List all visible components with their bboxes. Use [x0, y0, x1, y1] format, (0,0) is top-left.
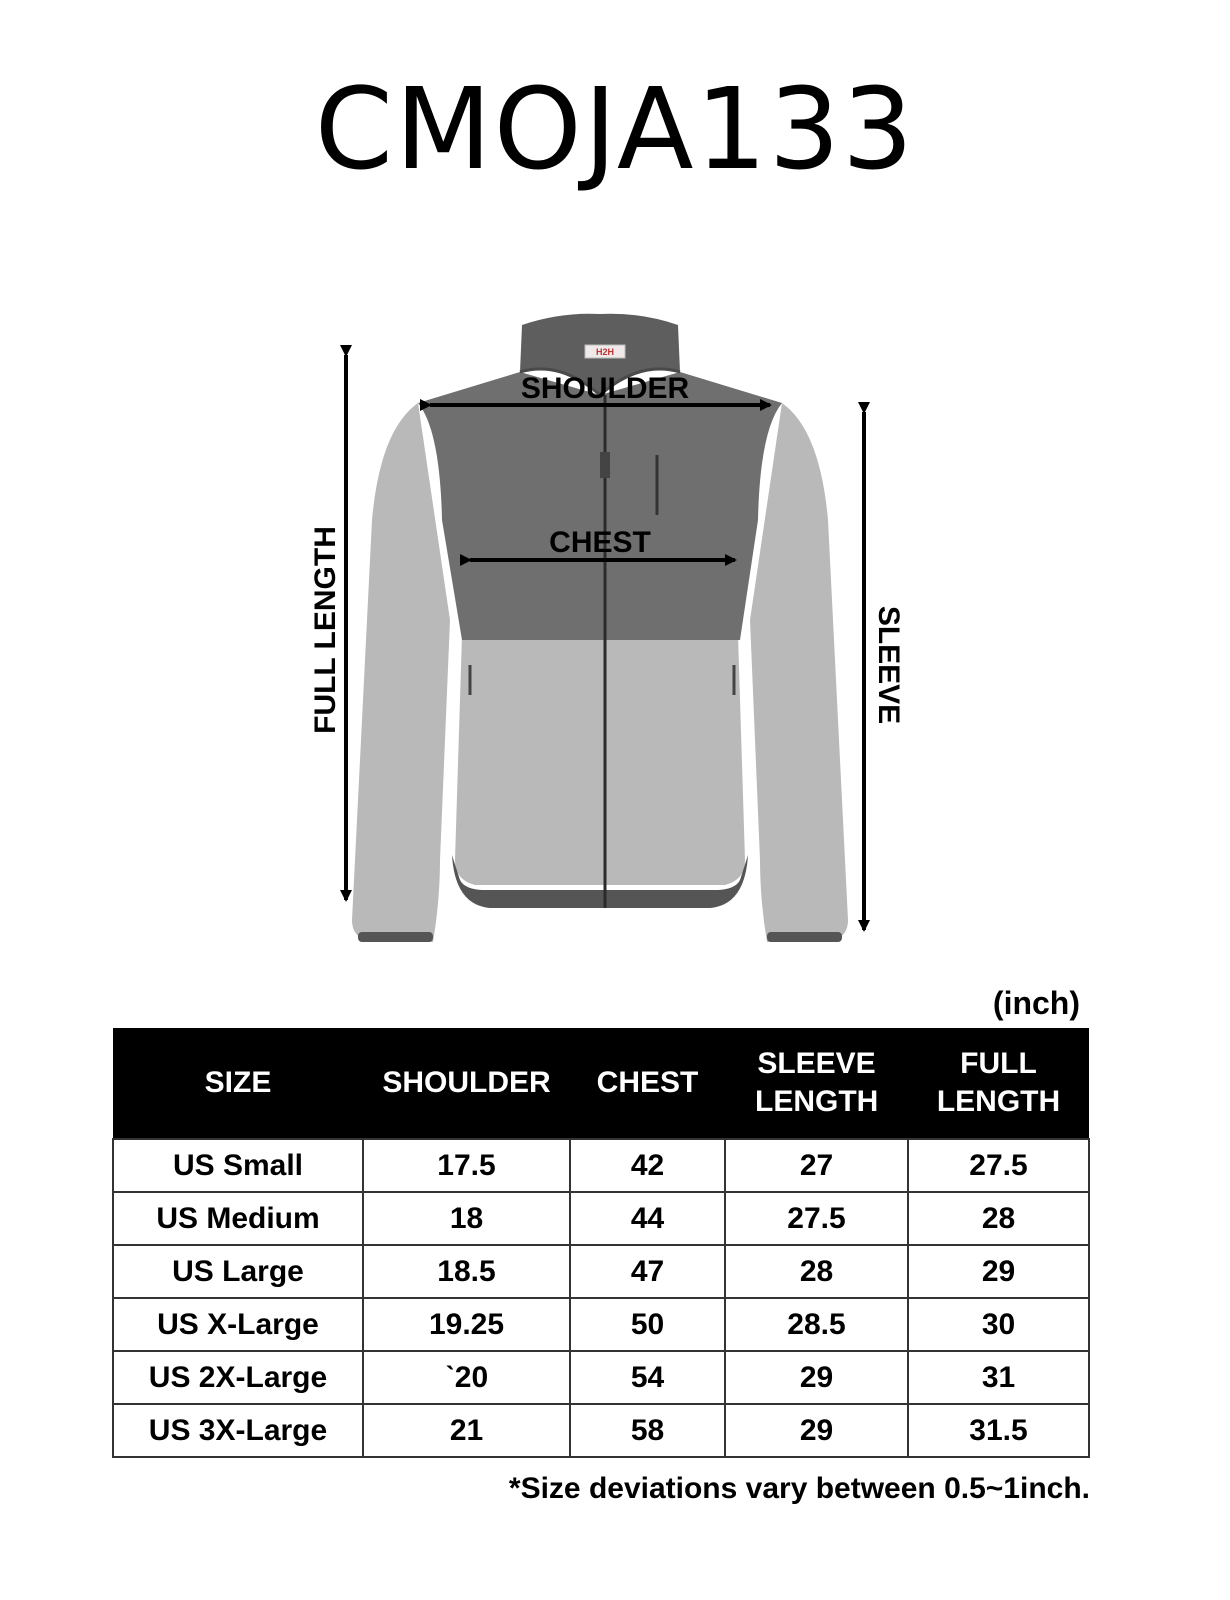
- size-deviation-note: *Size deviations vary between 0.5~1inch.: [508, 1472, 1090, 1505]
- cell-shoulder: 18: [363, 1192, 570, 1245]
- size-chart-table: [112, 1028, 1090, 1458]
- lower-body: [455, 635, 745, 885]
- cell-chest: 44: [570, 1192, 725, 1245]
- cell-full-length: 27.5: [908, 1139, 1089, 1192]
- cell-sleeve-length: 28: [725, 1245, 908, 1298]
- header-shoulder: SHOULDER: [363, 1028, 570, 1139]
- header-chest: CHEST: [570, 1028, 725, 1139]
- full-length-label: FULL LENGTH: [309, 526, 342, 734]
- cell-chest: 47: [570, 1245, 725, 1298]
- cell-chest: 58: [570, 1404, 725, 1457]
- table-row: [113, 1245, 1089, 1298]
- table-header-row: [113, 1028, 1089, 1139]
- cell-sleeve-length: 29: [725, 1351, 908, 1404]
- cell-size: US 2X-Large: [113, 1351, 363, 1404]
- cell-shoulder: ˋ20: [363, 1351, 570, 1404]
- cell-shoulder: 21: [363, 1404, 570, 1457]
- cell-chest: 50: [570, 1298, 725, 1351]
- cell-size: US Small: [113, 1139, 363, 1192]
- table-row: [113, 1139, 1089, 1192]
- page-title: CMOJA133: [314, 65, 916, 195]
- cell-full-length: 28: [908, 1192, 1089, 1245]
- shoulder-label: SHOULDER: [520, 372, 690, 405]
- table-row: [113, 1351, 1089, 1404]
- table-row: [113, 1298, 1089, 1351]
- upper-body: [418, 372, 782, 640]
- cell-sleeve-length: 29: [725, 1404, 908, 1457]
- table-row: [113, 1192, 1089, 1245]
- cell-size: US X-Large: [113, 1298, 363, 1351]
- cell-full-length: 31: [908, 1351, 1089, 1404]
- sleeve-label: SLEEVE: [872, 605, 905, 725]
- chest-label: CHEST: [549, 526, 651, 559]
- unit-label: (inch): [992, 985, 1080, 1021]
- cell-sleeve-length: 27.5: [725, 1192, 908, 1245]
- cell-chest: 42: [570, 1139, 725, 1192]
- cell-full-length: 29: [908, 1245, 1089, 1298]
- cell-sleeve-length: 27: [725, 1139, 908, 1192]
- tag-text: H2H: [595, 347, 615, 357]
- header-sleeve-length: SLEEVE LENGTH: [725, 1028, 908, 1139]
- left-cuff: [358, 932, 433, 942]
- cell-shoulder: 19.25: [363, 1298, 570, 1351]
- right-sleeve: [750, 403, 848, 942]
- cell-size: US Large: [113, 1245, 363, 1298]
- cell-size: US Medium: [113, 1192, 363, 1245]
- header-full-length: FULL LENGTH: [908, 1028, 1089, 1139]
- right-cuff: [767, 932, 842, 942]
- cell-chest: 54: [570, 1351, 725, 1404]
- cell-full-length: 31.5: [908, 1404, 1089, 1457]
- cell-full-length: 30: [908, 1298, 1089, 1351]
- cell-sleeve-length: 28.5: [725, 1298, 908, 1351]
- left-sleeve: [352, 403, 450, 942]
- header-size: SIZE: [113, 1028, 363, 1139]
- cell-shoulder: 18.5: [363, 1245, 570, 1298]
- table-row: [113, 1404, 1089, 1457]
- cell-size: US 3X-Large: [113, 1404, 363, 1457]
- cell-shoulder: 17.5: [363, 1139, 570, 1192]
